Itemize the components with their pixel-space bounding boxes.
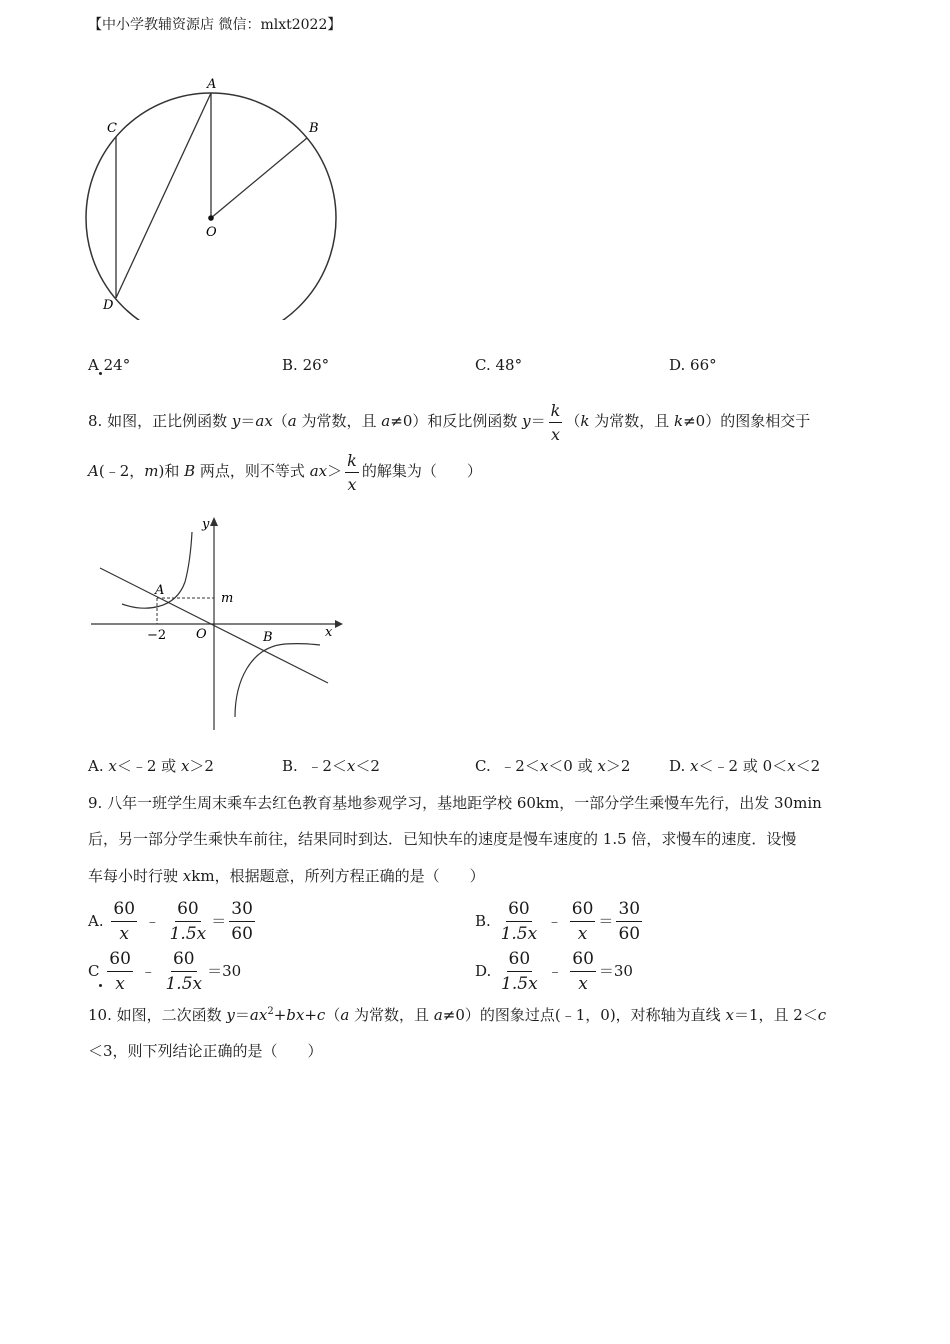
function-graph (85, 512, 345, 734)
label-point-b: B (263, 630, 273, 645)
y-axis-arrow (210, 517, 218, 526)
q8-option-b[interactable]: B. ﹣2＜x＜2 (282, 757, 380, 775)
center-point (208, 215, 214, 221)
circle-figure (80, 70, 350, 320)
hyperbola-branch-right (235, 644, 320, 717)
q9-line2: 后，另一部分学生乘快车前往，结果同时到达．已知快车的速度是慢车速度的 1.5 倍，求慢车的速度．设慢 (88, 830, 797, 848)
q8-line1: 8. 如图，正比例函数 y＝ax（a 为常数，且 a≠0）和反比例函数 y＝ $\frac{k}{x}$ （k 为常数，且 k≠0）的图象相交于 (88, 400, 811, 444)
q9-option-b[interactable]: B. $\frac{60}{1.5x}$ ﹣ $\frac{60}{x}$ ＝ $\frac{30}{60}$ (475, 898, 641, 944)
q9-line3: 车每小时行驶 xkm，根据题意，所列方程正确的是（ ） (88, 867, 485, 885)
q7-option-a[interactable]: A 24° (88, 356, 131, 374)
q8-option-c[interactable]: C. ﹣2＜x＜0 或 x＞2 (475, 757, 631, 775)
label-m: m (221, 591, 234, 606)
segment-ad (116, 93, 211, 298)
q8-line2: A(﹣2，m)和 B 两点，则不等式 ax＞ $\frac{k}{x}$ 的解集为（ ） (88, 450, 482, 494)
q7-option-c[interactable]: C. 48° (475, 356, 523, 374)
label-origin: O (196, 627, 207, 642)
label-y: y (202, 517, 210, 532)
label-point-a: A (155, 583, 165, 598)
q8-option-d[interactable]: D. x＜﹣2 或 0＜x＜2 (669, 757, 821, 775)
label-neg2: −2 (147, 628, 167, 643)
q9-option-d[interactable]: D. $\frac{60}{1.5x}$ ﹣ $\frac{60}{x}$ ＝30 (475, 948, 633, 994)
stray-dot-2 (99, 984, 102, 987)
segment-ob (211, 138, 307, 218)
q7-option-b[interactable]: B. 26° (282, 356, 330, 374)
q8-option-a[interactable]: A. x＜﹣2 或 x＞2 (88, 757, 214, 775)
q9-option-a[interactable]: A. $\frac{60}{x}$ ﹣ $\frac{60}{1.5x}$ ＝ $\frac{30}{60}$ (88, 898, 253, 944)
page-header: 【中小学教辅资源店 微信：mlxt2022】 (88, 17, 342, 33)
q9-line1: 9. 八年一班学生周末乘车去红色教育基地参观学习，基地距学校 60km，一部分学生乘慢车先行，出发 30min (88, 794, 822, 812)
q10-line1: 10. 如图，二次函数 $y=ax^2+bx+c(a$ 为常数，且 a≠0）的图象过点(﹣1，0)，对称轴为直线 x＝1，且 2＜c (88, 1006, 827, 1024)
label-c: C (107, 121, 117, 136)
label-o: O (206, 225, 217, 240)
q7-option-d[interactable]: D. 66° (669, 356, 717, 374)
q10-line2: ＜3，则下列结论正确的是（ ） (88, 1042, 323, 1060)
label-d: D (103, 298, 114, 313)
label-x: x (325, 625, 333, 640)
fraction-k-over-x-2: $\frac{k}{x}$ (347, 450, 357, 494)
x-axis-arrow (335, 620, 343, 628)
q9-option-c[interactable]: C $\frac{60}{x}$ ﹣ $\frac{60}{1.5x}$ ＝30 (88, 948, 242, 994)
stray-dot (99, 372, 102, 375)
fraction-k-over-x: $\frac{k}{x}$ (550, 400, 561, 444)
label-a: A (207, 77, 217, 92)
label-b: B (309, 121, 319, 136)
